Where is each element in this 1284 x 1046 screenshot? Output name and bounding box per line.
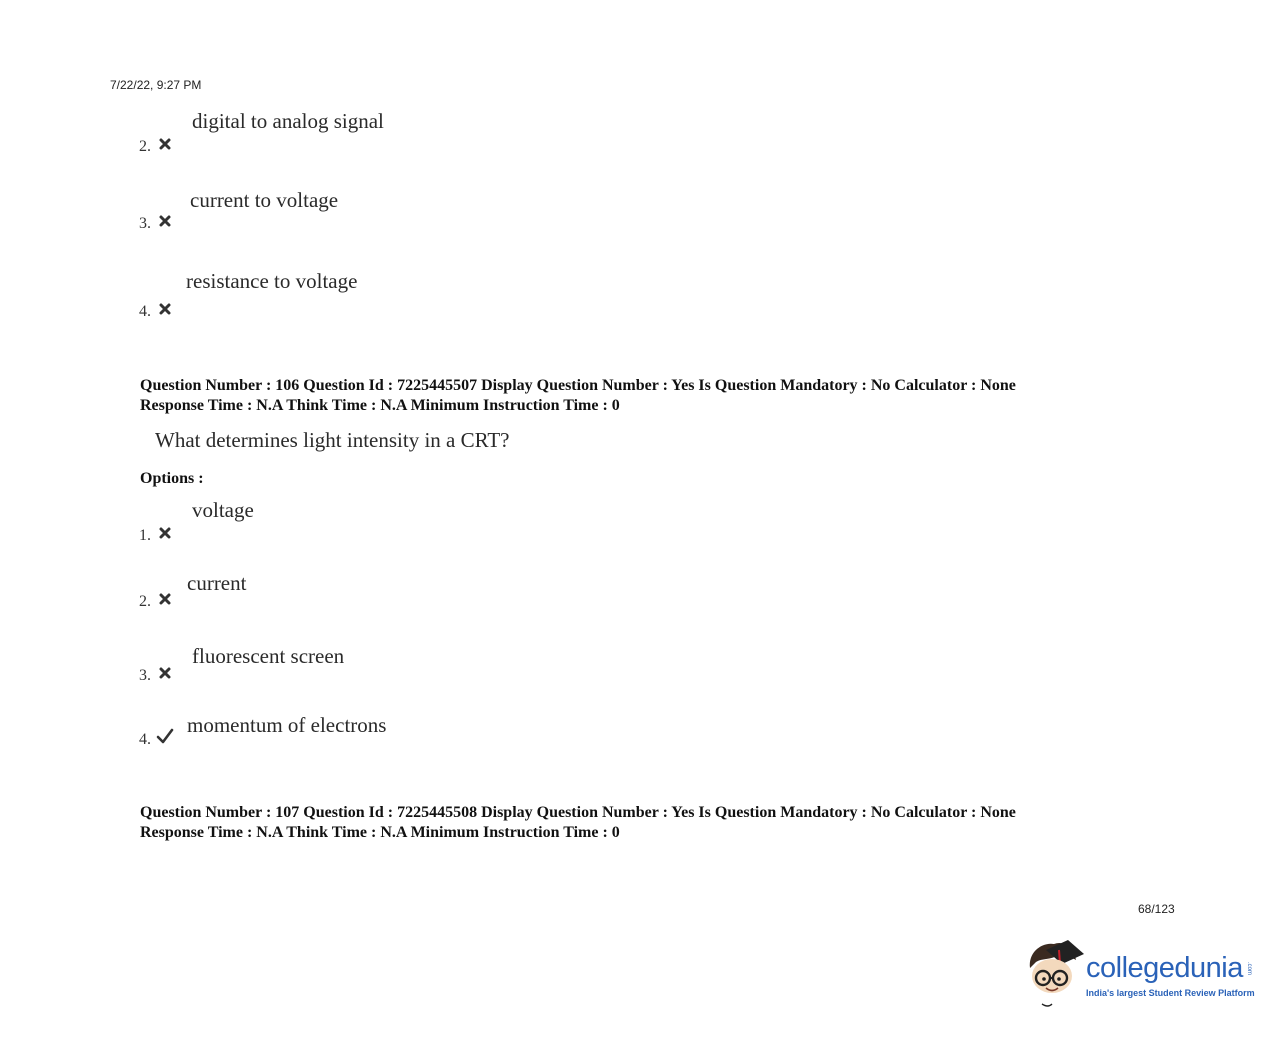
question-meta-line: Response Time : N.A Think Time : N.A Minimum Instruction Time : 0 [140, 397, 620, 414]
check-mark-icon [156, 728, 174, 744]
option-number: 3. [139, 215, 151, 232]
mascot-icon [1024, 938, 1086, 1014]
option-text-correct: momentum of electrons [187, 713, 387, 737]
option-text: voltage [192, 498, 254, 522]
cross-mark-icon [158, 526, 172, 540]
question-text: What determines light intensity in a CRT? [155, 428, 510, 452]
logo-wordmark: collegedunia [1086, 952, 1243, 984]
question-meta-line: Response Time : N.A Think Time : N.A Minimum Instruction Time : 0 [140, 824, 620, 841]
collegedunia-logo [1024, 938, 1264, 1014]
question-meta-line: Question Number : 106 Question Id : 7225445507 Display Question Number : Yes Is Question Mandatory : No Calculator : None [140, 377, 1016, 394]
option-number: 2. [139, 593, 151, 610]
option-number: 4. [139, 303, 151, 320]
page-number: 68/123 [1138, 902, 1175, 916]
logo-dotcom: .com [1246, 962, 1252, 976]
option-text: current to voltage [190, 188, 339, 212]
logo-tagline: India's largest Student Review Platform [1086, 988, 1255, 998]
option-text: resistance to voltage [186, 269, 358, 293]
cross-mark-icon [158, 302, 172, 316]
option-number: 4. [139, 731, 151, 748]
option-number: 1. [139, 527, 151, 544]
question-meta-106 [140, 376, 1016, 416]
cross-mark-icon [158, 666, 172, 680]
option-text: digital to analog signal [192, 109, 384, 133]
cross-mark-icon [158, 137, 172, 151]
option-text: fluorescent screen [192, 644, 345, 668]
option-number: 3. [139, 667, 151, 684]
option-number: 2. [139, 138, 151, 155]
options-label: Options : [140, 470, 204, 487]
option-text: current [187, 571, 247, 595]
question-meta-107 [140, 803, 1016, 843]
cross-mark-icon [158, 592, 172, 606]
question-meta-line: Question Number : 107 Question Id : 7225445508 Display Question Number : Yes Is Question Mandatory : No Calculator : None [140, 804, 1016, 821]
cross-mark-icon [158, 214, 172, 228]
print-timestamp: 7/22/22, 9:27 PM [110, 78, 202, 92]
